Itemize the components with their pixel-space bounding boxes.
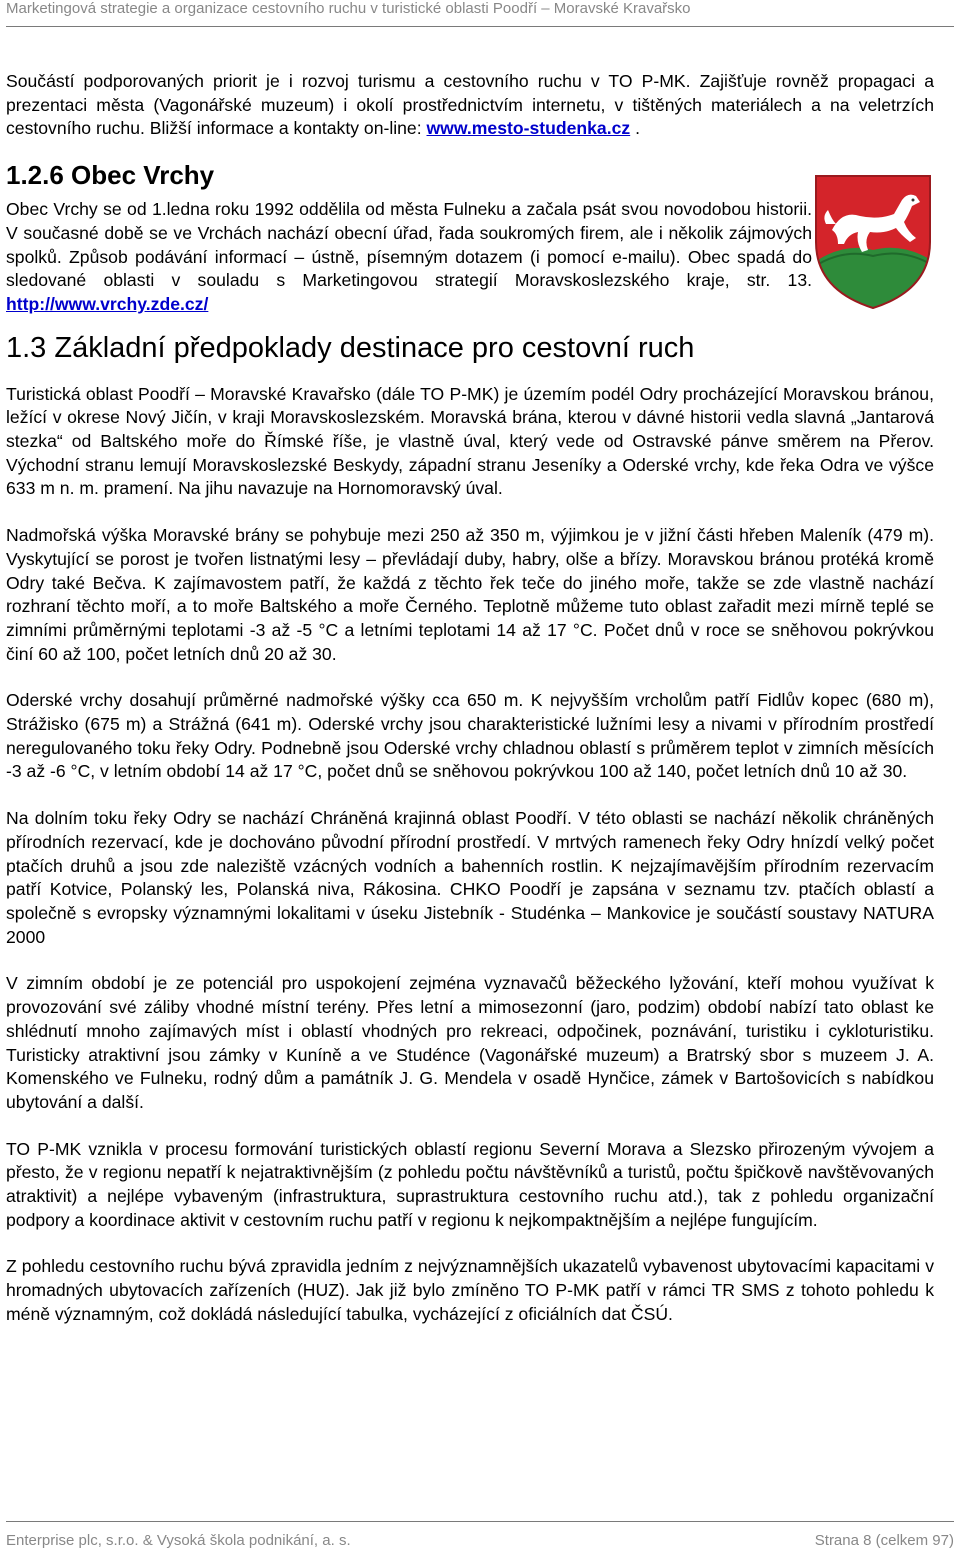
intro-paragraph xyxy=(6,70,934,141)
paragraph-2: Nadmořská výška Moravské brány se pohybuje mezi 250 až 350 m, výjimkou je v jižní části hřeben Maleník (479 m). Vyskytující se porost je tvořen listnatými lesy – převládají duby, habry, olše a břízy. Moravskou bránou protéká kromě Odry také Bečva. K zajímavostem patří, že každá z těchto řek teče do jiného moře, takže se zde vlastně nachází rozhraní těchto moří, a to moře Baltského a moře Černého. Teplotně můžeme tuto oblast zařadit mezi mírně teplé se zimními průměrnými teplotami -3 až -5 °C a letními teplotami 14 až 17 °C. Počet dnů v roce se sněhovou pokrývkou činí 60 až 100, počet letních dnů 20 až 30. xyxy=(6,525,934,664)
mesto-studenka-link[interactable]: www.mesto-studenka.cz xyxy=(426,118,631,139)
document-body xyxy=(6,70,934,1350)
page-header xyxy=(6,0,954,27)
vrchy-text: Obec Vrchy se od 1.ledna roku 1992 oddělila od města Fulneku a začala psát svou novodobou historii. V současné době se ve Vrchách nachází obecní úřad, řada soukromých firem, ale i několik zájmových spolků. Způsob podávání informací – ústně, písemným dotazem (i pomocí e-mailu). Obec spadá do sledované oblasti v souladu s Marketingovou strategií Moravskoslezského kraje, str. 13. xyxy=(6,199,812,291)
paragraph-5: V zimním období je ze potenciál pro uspokojení zejména vyznavačů běžeckého lyžování, kteří mohou využívat k provozování své záliby vhodné místní terény. Přes letní a mimosezonní (jaro, podzim) období nabízí tato oblast ke shlédnutí mnoho zajímavých míst i oblastí vhodných pro rekreaci, odpočinek, poznávání, turistiku i cykloturistiku. Turisticky atraktivní jsou zámky v Kuníně a ve Studénce (Vagonářské muzeum) a Bratrský sbor s muzeem J. A. Komenského ve Fulneku, rodný dům a památník J. G. Mendela v osadě Hynčice, zámek v Bartošovicích s nabídkou ubytování a další. xyxy=(6,973,934,1112)
paragraph-3: Oderské vrchy dosahují průměrné nadmořské výšky cca 650 m. K nejvyšším vrcholům patří Fidlův kopec (680 m), Strážisko (675 m) a Strážná (641 m). Oderské vrchy jsou charakteristické lužními lesy a nivami v přírodním prostředí neregulovaného toku řeky Odry. Podnebně jsou Oderské vrchy chladnou oblastí s průměrem teplot v zimních měsících -3 až -6 °C, v letním období 14 až 17 °C, počet dnů se sněhovou pokrývkou 100 až 140, počet letních dnů 10 až 30. xyxy=(6,690,934,782)
page-footer xyxy=(6,1521,954,1554)
section-obec-vrchy xyxy=(6,160,934,317)
paragraph-4: Na dolním toku řeky Odry se nachází Chráněná krajinná oblast Poodří. V této oblasti se nachází několik chráněných přírodních rezervací, kde je dochováno původní přírodní prostředí. V mrtvých ramenech řeky Odry hnízdí velký počet ptačích druhů a jsou zde naleziště vzácných vodních a bahenních rostlin. K nejzajímavějším přírodním rezervacím patří Kotvice, Polanský les, Polanská niva, Rákosina. CHKO Poodří je zapsána v seznamu tzv. ptačích oblastí a společně s evropsky významnými lokalitami v úseku Jistebník - Studénka – Mankovice je součástí soustavy NATURA 2000 xyxy=(6,808,934,947)
footer-left: Enterprise plc, s.r.o. & Vysoká škola podnikání, a. s. xyxy=(6,1532,351,1549)
intro-after: . xyxy=(630,118,640,139)
paragraph-7: Z pohledu cestovního ruchu bývá zpravidla jedním z nejvýznamnějších ukazatelů vybavenost ubytovacími kapacitami v hromadných ubytovacích zařízeních (HUZ). Jak již bylo zmíněno TO P-MK patří v rámci TR SMS z tohoto pohledu k méně významným, což dokládá následující tabulka, vycházející z oficiálních dat ČSÚ. xyxy=(6,1256,934,1324)
footer-page-number: Strana 8 (celkem 97) xyxy=(814,1532,954,1549)
intro-text: Součástí podporovaných priorit je i rozvoj turismu a cestovního ruchu v TO P-MK. Zajišťuje rovněž propagaci a prezentaci města (Vagonářské muzeum) i okolí prostřednictvím internetu, v tištěných materiálech a na veletrzích cestovního ruchu. Bližší informace a kontakty on-line: xyxy=(6,71,934,139)
header-title: Marketingová strategie a organizace cestovního ruchu v turistické oblasti Poodří – Moravské Kravařsko xyxy=(6,0,691,17)
heading-obec-vrchy: 1.2.6 Obec Vrchy xyxy=(6,160,215,191)
coat-of-arms-white-horse-icon xyxy=(812,172,934,310)
vrchy-paragraph xyxy=(6,198,812,317)
paragraph-1: Turistická oblast Poodří – Moravské Kravařsko (dále TO P-MK) je územím podél Odry procházející Moravskou bránou, ležící v okrese Nový Jičín, v kraji Moravskoslezském. Moravská brána, kterou v dávné historii vedla slavná „Jantarová stezka“ od Baltského moře do Římské říše, je vlastně úval, který vede od Ostravské pánve směrem na Přerov. Východní stranu lemují Moravskoslezské Beskydy, západní stranu Jeseníky a Oderské vrchy, kde řeka Odra ve výšce 633 m n. m. pramení. Na jihu navazuje na Hornomoravský úval. xyxy=(6,383,934,499)
paragraph-6: TO P-MK vznikla v procesu formování turistických oblastí regionu Severní Morava a Slezsko přirozeným vývojem a přesto, že v regionu nepatří k nejatraktivnějším (z pohledu počtu návštěvníků a turistů, počtu špičkově navštěvovaných atraktivit) a nejlépe vybaveným (infrastruktura, suprastruktura cestovního ruchu atd.), tak z pohledu organizační podpory a koordinace aktivit v cestovním ruchu patří v regionu k nejkompaktnějším a nejlépe fungujícím. xyxy=(6,1138,934,1230)
vrchy-link[interactable]: http://www.vrchy.zde.cz/ xyxy=(6,293,209,314)
heading-zakladni-predpoklady: 1.3 Základní předpoklady destinace pro cestovní ruch xyxy=(6,331,695,364)
